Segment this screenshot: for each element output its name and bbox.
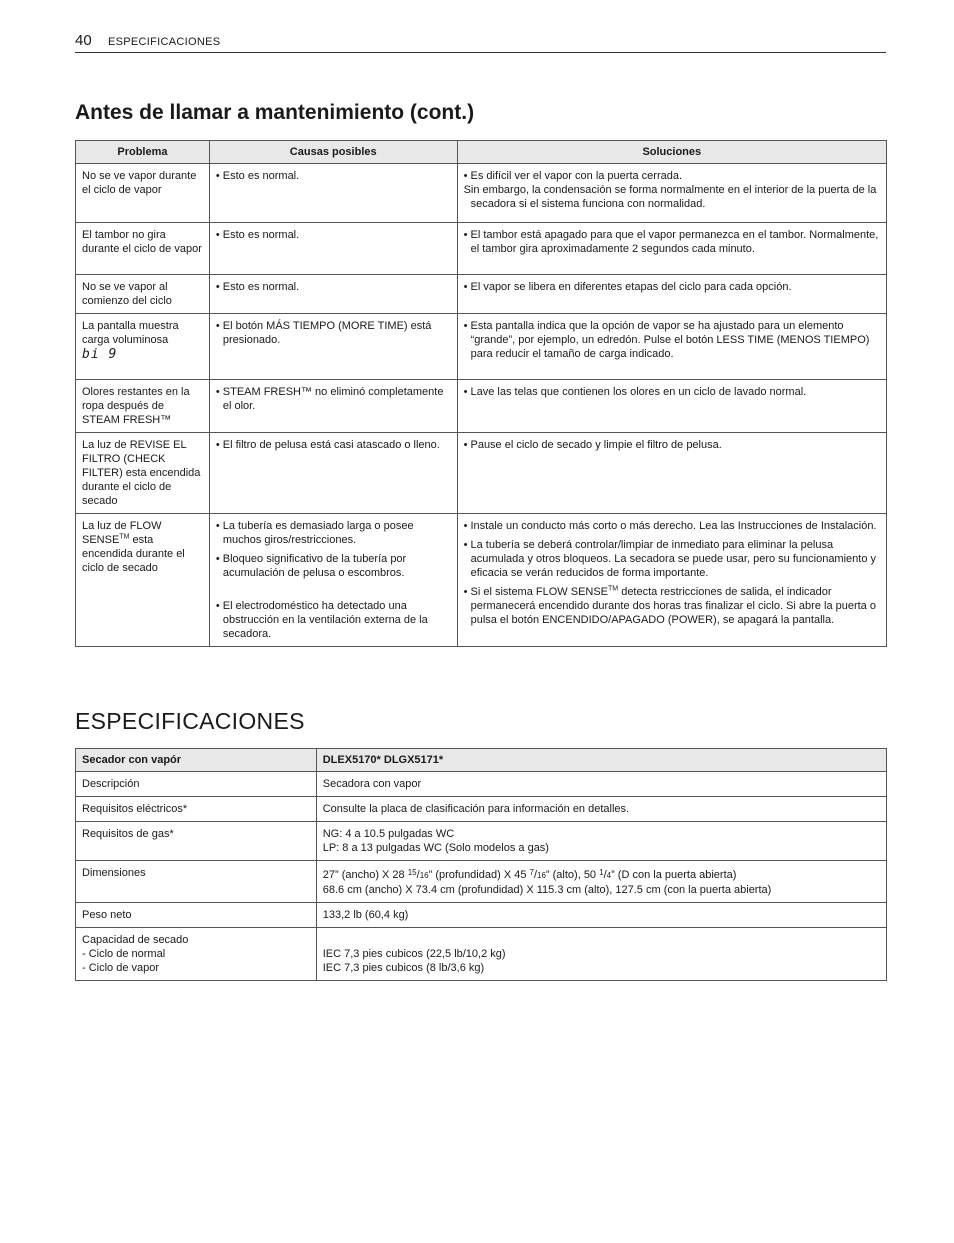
problem-cell: El tambor no gira durante el ciclo de vapor [76,223,210,275]
list-item: • El vapor se libera en diferentes etapas del ciclo para cada opción. [463,281,792,293]
fraction-denominator: 4 [606,871,612,880]
table-row [76,822,887,861]
list-item: • La tubería es demasiado larga o posee muchos giros/restricciones. [215,520,414,546]
spec-label-line: Capacidad de secado [82,934,189,946]
list-item: • Pause el ciclo de secado y limpie el filtro de pelusa. [463,439,722,451]
problem-text: La luz de FLOW SENSE [82,520,162,546]
table-row [76,797,887,822]
list-item: • Bloqueo significativo de la tubería por acumulación de pelusa o escombros. [215,553,407,579]
list-item: • Esto es normal. [215,170,300,182]
dims-text: ” (alto), 50 [545,869,600,881]
table-row [76,380,887,433]
solutions-cell [457,433,886,514]
spec-label: Peso neto [76,903,317,928]
header-section-label: ESPECIFICACIONES [108,36,221,48]
list-item: • El electrodoméstico ha detectado una obstrucción en la ventilación externa de la secadora. [215,600,428,640]
spec-value [316,928,886,981]
dims-text: ” (profundidad) X 45 [428,869,530,881]
solutions-cell [457,223,886,275]
table-header-row [76,141,887,164]
list-item: • Esto es normal. [215,229,300,241]
trademark-sup: TM [119,533,130,541]
table-row [76,903,887,928]
table-header-row [76,749,887,772]
list-item: Sin embargo, la condensación se forma normalmente en el interior de la puerta de la secadora si el sistema funciona con normalidad. [463,184,877,210]
problem-text: La pantalla muestra carga voluminosa [82,320,179,346]
table-row [76,433,887,514]
specs-title: ESPECIFICACIONES [75,708,305,734]
fraction-denominator: 16 [537,871,546,880]
fraction-numerator: 15 [407,868,417,877]
dims-text: ” (D con la puerta abierta) [611,869,737,881]
list-item: • El filtro de pelusa está casi atascado o lleno. [215,439,440,451]
problem-cell: No se ve vapor durante el ciclo de vapor [76,164,210,223]
list-item [464,585,880,627]
fraction-slash: / [416,869,420,881]
spec-value: 133,2 lb (60,4 kg) [316,903,886,928]
solution-text: • Si el sistema FLOW SENSE [463,586,609,598]
spec-label: Requisitos eléctricos* [76,797,317,822]
solutions-cell [457,314,886,380]
problem-cell [76,314,210,380]
table-row [76,164,887,223]
fraction-slash: / [603,869,607,881]
fraction-numerator: 7 [529,868,534,877]
spec-label: Requisitos de gas* [76,822,317,861]
troubleshooting-title: Antes de llamar a mantenimiento (cont.) [75,101,475,124]
list-item: • Esta pantalla indica que la opción de vapor se ha ajustado para un elemento “grande”, por ejemplo, un edredón. Pulse el botón LESS TIME (MENOS TIEMPO) para reducir el tamaño de carga indicado. [463,320,870,360]
solution-text-cont: detecta restricciones de salida, el indicador permanecerá encendido durante dos horas tras finalizar el ciclo. Si abre la puerta o pulsa el botón ENCENDIDO/APAGADO (POWER), se apagará la pantalla. [470,586,876,626]
dims-text: 27” (ancho) X 28 [322,869,408,881]
spec-value-line: IEC 7,3 pies cubicos (8 lb/3,6 kg) [322,962,485,974]
troubleshooting-table [75,140,887,647]
causes-cell [209,514,457,647]
table-row [76,223,887,275]
causes-cell [209,433,457,514]
specs-header-models: DLEX5170* DLGX5171* [316,749,886,772]
spec-value: Secadora con vapor [316,772,886,797]
page-number: 40 [75,32,92,49]
solutions-cell [457,380,886,433]
spec-label: Dimensiones [76,861,317,903]
table-row [76,928,887,981]
spacer [323,933,880,947]
problem-cell: La luz de REVISE EL FILTRO (CHECK FILTER) esta encendida durante el ciclo de secado [76,433,210,514]
page-header [75,30,886,53]
spec-value [316,861,886,903]
fraction-numerator: 1 [599,868,604,877]
list-item: • Instale un conducto más corto o más derecho. Lea las Instrucciones de Instalación. [463,520,877,532]
list-item: • Es difícil ver el vapor con la puerta cerrada. [463,170,683,182]
specs-table [75,748,887,981]
spec-value [316,822,886,861]
solutions-cell [457,164,886,223]
spec-value-line: LP: 8 a 13 pulgadas WC (Solo modelos a gas) [322,842,549,854]
solutions-cell [457,514,886,647]
list-item: • El botón MÁS TIEMPO (MORE TIME) está presionado. [215,320,432,346]
spec-label [76,928,317,981]
spec-value-line [323,866,880,883]
list-item: • La tubería se deberá controlar/limpiar de inmediato para eliminar la pelusa acumulada y otros bloqueos. La secadora se puede usar, pero su funcionamiento y eficacia se verán reducidos de forma importante. [463,539,877,579]
trademark-sup: TM [608,585,619,593]
causes-cell [209,275,457,314]
fraction-slash: / [533,869,538,881]
column-header-solutions: Soluciones [457,141,886,164]
list-item: • STEAM FRESH™ no eliminó completamente el olor. [215,386,444,412]
table-row [76,861,887,903]
fraction-denominator: 16 [419,871,429,880]
spec-label-line: - Ciclo de vapor [82,962,160,974]
list-item: • Esto es normal. [215,281,300,293]
table-row [76,314,887,380]
display-glyph: bi 9 [82,347,118,362]
table-row [76,275,887,314]
causes-cell [209,380,457,433]
problem-text-cont: esta encendida durante el ciclo de secado [82,534,185,574]
list-item: • Lave las telas que contienen los olores en un ciclo de lavado normal. [463,386,807,398]
list-item: • El tambor está apagado para que el vapor permanezca en el tambor. Normalmente, el tambor gira aproximadamente 2 segundos cada minuto. [463,229,879,255]
problem-cell [76,514,210,647]
spec-value-line: IEC 7,3 pies cubicos (22,5 lb/10,2 kg) [322,948,506,960]
column-header-problem: Problema [76,141,210,164]
table-row [76,772,887,797]
causes-cell [209,314,457,380]
table-row [76,514,887,647]
specs-header-product: Secador con vapór [76,749,317,772]
causes-cell [209,164,457,223]
solutions-cell [457,275,886,314]
spec-label-line: - Ciclo de normal [82,948,166,960]
spec-value-line: 68.6 cm (ancho) X 73.4 cm (profundidad) X 115.3 cm (alto), 127.5 cm (con la puerta abierta) [322,884,772,896]
causes-cell [209,223,457,275]
spec-value-line: NG: 4 a 10.5 pulgadas WC [322,828,455,840]
spec-value: Consulte la placa de clasificación para información en detalles. [316,797,886,822]
problem-cell: Olores restantes en la ropa después de STEAM FRESH™ [76,380,210,433]
problem-cell: No se ve vapor al comienzo del ciclo [76,275,210,314]
column-header-causes: Causas posibles [209,141,457,164]
spec-label: Descripción [76,772,317,797]
